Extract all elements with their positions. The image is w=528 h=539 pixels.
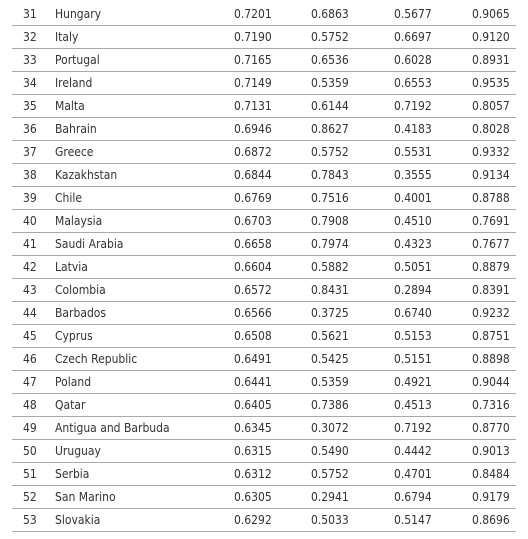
score-cell-2: 0.5425: [311, 352, 349, 366]
rank-cell: 37: [23, 145, 37, 159]
rank-cell: 33: [23, 53, 37, 67]
country-cell: Greece: [55, 145, 94, 159]
country-cell: Serbia: [55, 467, 90, 481]
score-cell-1: 0.6769: [234, 191, 272, 205]
score-cell-2: 0.5621: [311, 329, 349, 343]
country-cell: Cyprus: [55, 329, 93, 343]
score-cell-4: 0.8391: [472, 283, 510, 297]
score-cell-4: 0.9179: [472, 490, 510, 504]
score-cell-3: 0.4183: [394, 122, 432, 136]
rank-cell: 50: [23, 444, 37, 458]
rank-cell: 38: [23, 168, 37, 182]
rank-cell: 45: [23, 329, 37, 343]
ranking-table: [12, 3, 516, 532]
country-cell: Malta: [55, 99, 85, 113]
rank-cell: 48: [23, 398, 37, 412]
score-cell-3: 0.7192: [394, 421, 432, 435]
rank-cell: 41: [23, 237, 37, 251]
rank-cell: 47: [23, 375, 37, 389]
score-cell-2: 0.5752: [311, 467, 349, 481]
table-row: [12, 417, 516, 440]
score-cell-4: 0.8751: [472, 329, 510, 343]
score-cell-1: 0.6441: [234, 375, 272, 389]
score-cell-1: 0.7131: [234, 99, 272, 113]
rank-cell: 36: [23, 122, 37, 136]
score-cell-4: 0.8788: [472, 191, 510, 205]
score-cell-4: 0.8879: [472, 260, 510, 274]
score-cell-3: 0.5051: [394, 260, 432, 274]
country-cell: Saudi Arabia: [55, 237, 124, 251]
rank-cell: 39: [23, 191, 37, 205]
score-cell-2: 0.5490: [311, 444, 349, 458]
table-row: [12, 371, 516, 394]
score-cell-1: 0.6508: [234, 329, 272, 343]
score-cell-1: 0.6844: [234, 168, 272, 182]
score-cell-1: 0.6946: [234, 122, 272, 136]
table-row: [12, 348, 516, 371]
country-cell: Barbados: [55, 306, 107, 320]
score-cell-4: 0.9535: [472, 76, 510, 90]
score-cell-1: 0.6566: [234, 306, 272, 320]
rank-cell: 35: [23, 99, 37, 113]
score-cell-2: 0.7516: [311, 191, 349, 205]
table-row: [12, 463, 516, 486]
country-cell: Bahrain: [55, 122, 97, 136]
country-cell: Antigua and Barbuda: [55, 421, 170, 435]
table-row: [12, 394, 516, 417]
rank-cell: 46: [23, 352, 37, 366]
score-cell-2: 0.5033: [311, 513, 349, 527]
score-cell-1: 0.6491: [234, 352, 272, 366]
country-cell: Qatar: [55, 398, 86, 412]
table-row: [12, 118, 516, 141]
rank-cell: 51: [23, 467, 37, 481]
score-cell-4: 0.9044: [472, 375, 510, 389]
table-row: [12, 233, 516, 256]
rank-cell: 44: [23, 306, 37, 320]
score-cell-2: 0.5882: [311, 260, 349, 274]
table-row: [12, 210, 516, 233]
score-cell-2: 0.5752: [311, 145, 349, 159]
score-cell-1: 0.6703: [234, 214, 272, 228]
score-cell-2: 0.7908: [311, 214, 349, 228]
score-cell-4: 0.9134: [472, 168, 510, 182]
score-cell-2: 0.6144: [311, 99, 349, 113]
country-cell: Hungary: [55, 7, 102, 21]
table-row: [12, 141, 516, 164]
score-cell-2: 0.5359: [311, 375, 349, 389]
table-row: [12, 187, 516, 210]
score-cell-1: 0.6658: [234, 237, 272, 251]
score-cell-4: 0.8484: [472, 467, 510, 481]
rank-cell: 40: [23, 214, 37, 228]
table-row: [12, 440, 516, 463]
score-cell-4: 0.9120: [472, 30, 510, 44]
score-cell-3: 0.4510: [394, 214, 432, 228]
score-cell-4: 0.7691: [472, 214, 510, 228]
score-cell-3: 0.6697: [394, 30, 432, 44]
table-row: [12, 72, 516, 95]
score-cell-1: 0.6305: [234, 490, 272, 504]
score-cell-2: 0.8627: [311, 122, 349, 136]
country-cell: Portugal: [55, 53, 100, 67]
rank-cell: 53: [23, 513, 37, 527]
score-cell-3: 0.4921: [394, 375, 432, 389]
rank-cell: 52: [23, 490, 37, 504]
score-cell-3: 0.4442: [394, 444, 432, 458]
rank-cell: 43: [23, 283, 37, 297]
country-cell: Ireland: [55, 76, 93, 90]
score-cell-1: 0.7201: [234, 7, 272, 21]
score-cell-3: 0.4701: [394, 467, 432, 481]
country-cell: Malaysia: [55, 214, 103, 228]
score-cell-4: 0.8057: [472, 99, 510, 113]
score-cell-2: 0.3072: [311, 421, 349, 435]
table-row: [12, 95, 516, 118]
table-row: [12, 302, 516, 325]
score-cell-4: 0.8770: [472, 421, 510, 435]
score-cell-4: 0.7316: [472, 398, 510, 412]
score-cell-3: 0.3555: [394, 168, 432, 182]
score-cell-4: 0.8931: [472, 53, 510, 67]
table-row: [12, 26, 516, 49]
score-cell-1: 0.6604: [234, 260, 272, 274]
country-cell: Italy: [55, 30, 79, 44]
score-cell-1: 0.6405: [234, 398, 272, 412]
score-cell-1: 0.6872: [234, 145, 272, 159]
score-cell-2: 0.7386: [311, 398, 349, 412]
score-cell-3: 0.5147: [394, 513, 432, 527]
score-cell-2: 0.5752: [311, 30, 349, 44]
score-cell-2: 0.7974: [311, 237, 349, 251]
score-cell-1: 0.7149: [234, 76, 272, 90]
score-cell-3: 0.6028: [394, 53, 432, 67]
country-cell: Poland: [55, 375, 92, 389]
score-cell-3: 0.2894: [394, 283, 432, 297]
score-cell-3: 0.5531: [394, 145, 432, 159]
table-row: [12, 279, 516, 302]
score-cell-1: 0.6292: [234, 513, 272, 527]
score-cell-2: 0.5359: [311, 76, 349, 90]
score-cell-4: 0.9013: [472, 444, 510, 458]
country-cell: Colombia: [55, 283, 106, 297]
table-row: [12, 509, 516, 532]
table-row: [12, 49, 516, 72]
score-cell-1: 0.6315: [234, 444, 272, 458]
rank-cell: 49: [23, 421, 37, 435]
table-row: [12, 325, 516, 348]
score-cell-2: 0.6863: [311, 7, 349, 21]
score-cell-3: 0.4513: [394, 398, 432, 412]
country-cell: Czech Republic: [55, 352, 138, 366]
score-cell-3: 0.4323: [394, 237, 432, 251]
score-cell-3: 0.5151: [394, 352, 432, 366]
score-cell-4: 0.8028: [472, 122, 510, 136]
score-cell-1: 0.6572: [234, 283, 272, 297]
score-cell-1: 0.7165: [234, 53, 272, 67]
score-cell-3: 0.6553: [394, 76, 432, 90]
score-cell-3: 0.5677: [394, 7, 432, 21]
score-cell-2: 0.7843: [311, 168, 349, 182]
score-cell-4: 0.7677: [472, 237, 510, 251]
score-cell-3: 0.6740: [394, 306, 432, 320]
table-row: [12, 164, 516, 187]
rank-cell: 32: [23, 30, 37, 44]
rank-cell: 42: [23, 260, 37, 274]
score-cell-4: 0.8898: [472, 352, 510, 366]
country-cell: Latvia: [55, 260, 88, 274]
score-cell-3: 0.4001: [394, 191, 432, 205]
score-cell-4: 0.9232: [472, 306, 510, 320]
score-cell-2: 0.6536: [311, 53, 349, 67]
country-cell: Chile: [55, 191, 83, 205]
table-row: [12, 256, 516, 279]
rank-cell: 31: [23, 7, 37, 21]
country-cell: San Marino: [55, 490, 116, 504]
score-cell-3: 0.7192: [394, 99, 432, 113]
table-row: [12, 3, 516, 26]
score-cell-4: 0.9065: [472, 7, 510, 21]
score-cell-4: 0.8696: [472, 513, 510, 527]
table-row: [12, 486, 516, 509]
score-cell-1: 0.7190: [234, 30, 272, 44]
score-cell-4: 0.9332: [472, 145, 510, 159]
score-cell-2: 0.3725: [311, 306, 349, 320]
rank-cell: 34: [23, 76, 37, 90]
score-cell-1: 0.6312: [234, 467, 272, 481]
country-cell: Uruguay: [55, 444, 101, 458]
score-cell-1: 0.6345: [234, 421, 272, 435]
score-cell-3: 0.5153: [394, 329, 432, 343]
country-cell: Slovakia: [55, 513, 101, 527]
country-cell: Kazakhstan: [55, 168, 118, 182]
score-cell-3: 0.6794: [394, 490, 432, 504]
score-cell-2: 0.8431: [311, 283, 349, 297]
score-cell-2: 0.2941: [311, 490, 349, 504]
